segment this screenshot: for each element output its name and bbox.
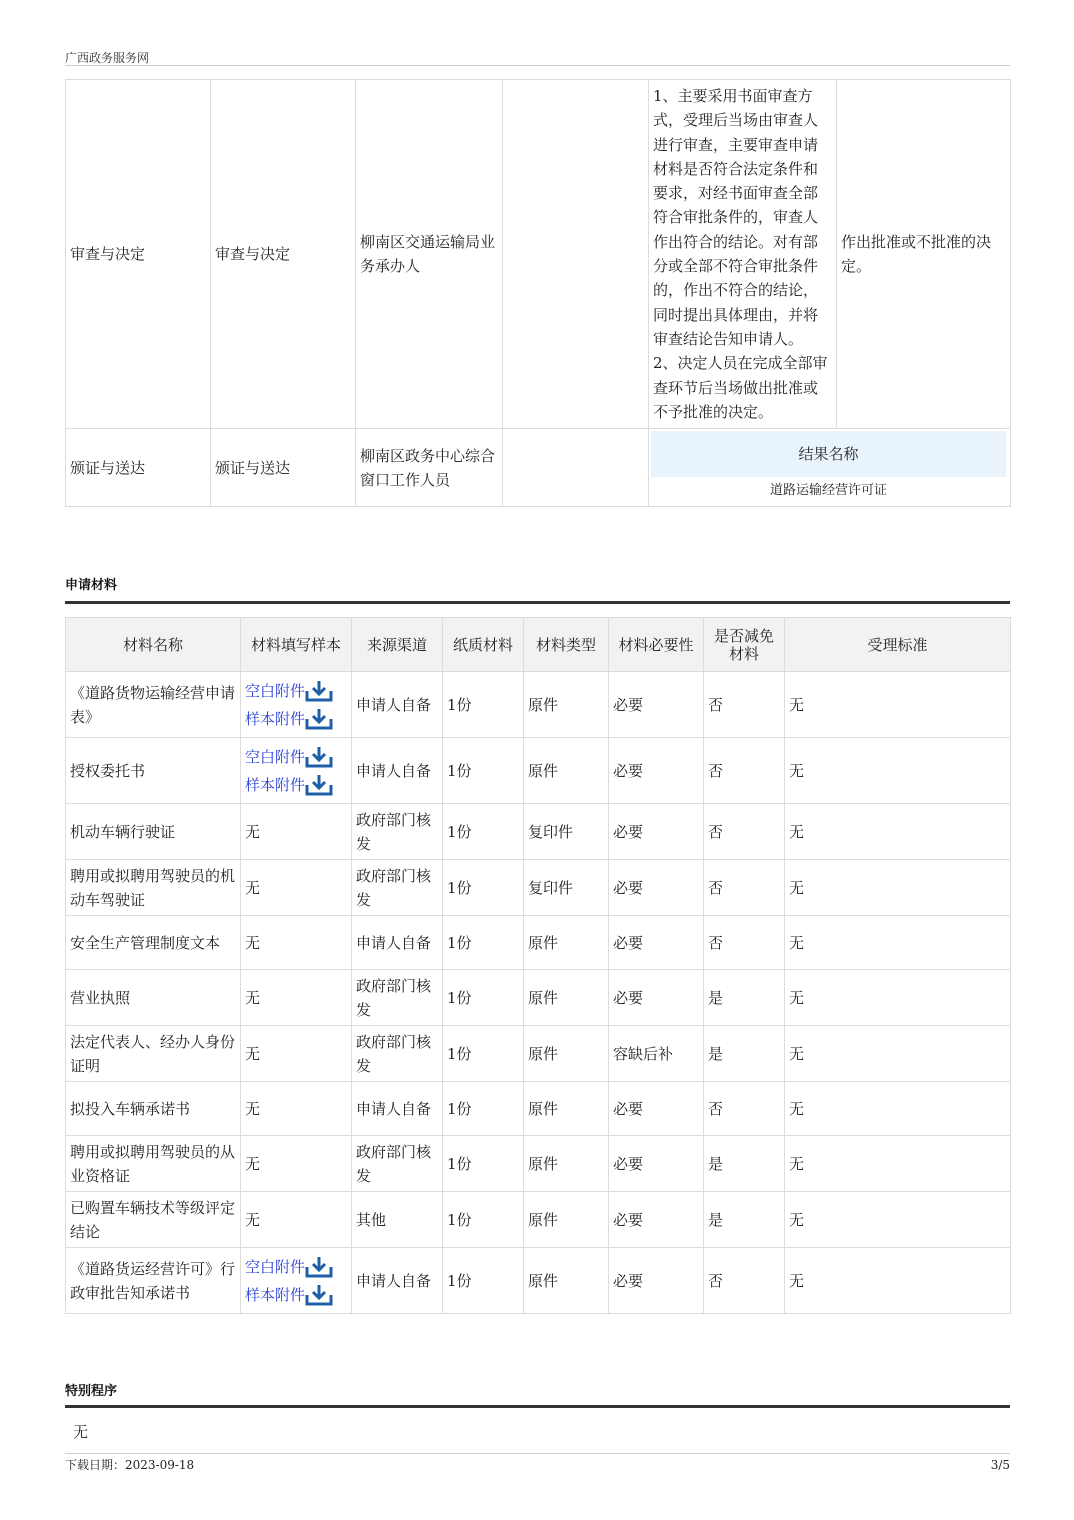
material-reducible: 是 xyxy=(704,1026,785,1082)
time-limit xyxy=(503,429,649,507)
material-source: 申请人自备 xyxy=(352,672,443,738)
material-paper: 1份 xyxy=(443,860,524,916)
blank-attachment-link[interactable]: 空白附件 xyxy=(245,743,333,771)
table-row xyxy=(66,1192,1011,1248)
material-name: 聘用或拟聘用驾驶员的机动车驾驶证 xyxy=(66,860,241,916)
material-sample: 无 xyxy=(241,1026,352,1082)
material-name: 营业执照 xyxy=(66,970,241,1026)
material-sample xyxy=(241,1248,352,1314)
download-icon xyxy=(305,746,333,768)
material-source: 政府部门核发 xyxy=(352,1136,443,1192)
material-reducible: 否 xyxy=(704,916,785,970)
blank-attachment-link[interactable]: 空白附件 xyxy=(245,1253,333,1281)
materials-table xyxy=(65,617,1011,1314)
material-type: 原件 xyxy=(524,1082,609,1136)
material-paper: 1份 xyxy=(443,1082,524,1136)
handler: 柳南区交通运输局业务承办人 xyxy=(356,80,503,429)
material-necessity: 必要 xyxy=(609,916,704,970)
review-description xyxy=(649,80,837,429)
material-type: 原件 xyxy=(524,916,609,970)
materials-divider xyxy=(65,601,1010,604)
material-standard: 无 xyxy=(785,1192,1011,1248)
material-sample: 无 xyxy=(241,1082,352,1136)
substep-name: 审查与决定 xyxy=(211,80,356,429)
material-paper: 1份 xyxy=(443,1136,524,1192)
material-reducible: 否 xyxy=(704,738,785,804)
table-row xyxy=(66,738,1011,804)
page-footer xyxy=(65,1453,1010,1473)
material-sample: 无 xyxy=(241,860,352,916)
material-reducible: 是 xyxy=(704,1136,785,1192)
download-icon xyxy=(305,1256,333,1278)
col-header: 来源渠道 xyxy=(352,618,443,672)
col-header: 受理标准 xyxy=(785,618,1011,672)
material-source: 其他 xyxy=(352,1192,443,1248)
review-description-text: 1、主要采用书面审查方式，受理后当场由审查人进行审查，主要审查申请材料是否符合法定条件和要求，对经书面审查全部符合审批条件的，审查人作出符合的结论。对有部分或全部不符合审批条件的，作出不符合的结论，同时提出具体理由，并将审查结论告知申请人。 2、决定人员在完成全部审查环节后当场做出批准或不予批准的决定。 xyxy=(653,87,828,421)
material-sample: 无 xyxy=(241,1192,352,1248)
material-standard: 无 xyxy=(785,738,1011,804)
sample-attachment-link[interactable]: 样本附件 xyxy=(245,771,333,799)
material-sample: 无 xyxy=(241,970,352,1026)
download-date: 下载日期：2023-09-18 xyxy=(65,1458,195,1472)
col-header: 材料填写样本 xyxy=(241,618,352,672)
col-header: 是否减免材料 xyxy=(704,618,785,672)
material-standard: 无 xyxy=(785,916,1011,970)
material-paper: 1份 xyxy=(443,1192,524,1248)
material-necessity: 必要 xyxy=(609,1192,704,1248)
material-type: 复印件 xyxy=(524,860,609,916)
material-necessity: 容缺后补 xyxy=(609,1026,704,1082)
material-reducible: 否 xyxy=(704,672,785,738)
material-standard: 无 xyxy=(785,1248,1011,1314)
material-reducible: 否 xyxy=(704,1082,785,1136)
material-standard: 无 xyxy=(785,672,1011,738)
table-row xyxy=(66,860,1011,916)
material-type: 原件 xyxy=(524,970,609,1026)
material-type: 原件 xyxy=(524,1136,609,1192)
table-row xyxy=(66,1026,1011,1082)
material-name: 法定代表人、经办人身份证明 xyxy=(66,1026,241,1082)
col-header: 材料必要性 xyxy=(609,618,704,672)
material-sample xyxy=(241,672,352,738)
handler: 柳南区政务中心综合窗口工作人员 xyxy=(356,429,503,507)
material-type: 原件 xyxy=(524,738,609,804)
material-name: 聘用或拟聘用驾驶员的从业资格证 xyxy=(66,1136,241,1192)
download-icon xyxy=(305,774,333,796)
material-standard: 无 xyxy=(785,1082,1011,1136)
special-title: 特别程序 xyxy=(65,1384,118,1399)
download-icon xyxy=(305,680,333,702)
sample-attachment-link[interactable]: 样本附件 xyxy=(245,1281,333,1309)
material-source: 政府部门核发 xyxy=(352,970,443,1026)
table-row xyxy=(66,429,1011,507)
table-row xyxy=(66,1082,1011,1136)
material-reducible: 否 xyxy=(704,804,785,860)
material-type: 原件 xyxy=(524,672,609,738)
material-necessity: 必要 xyxy=(609,860,704,916)
result-cell xyxy=(649,429,1011,507)
materials-header-row xyxy=(66,618,1011,672)
material-standard: 无 xyxy=(785,1026,1011,1082)
material-type: 复印件 xyxy=(524,804,609,860)
material-name: 机动车辆行驶证 xyxy=(66,804,241,860)
material-source: 申请人自备 xyxy=(352,738,443,804)
material-name: 授权委托书 xyxy=(66,738,241,804)
table-row xyxy=(66,1248,1011,1314)
material-necessity: 必要 xyxy=(609,1082,704,1136)
result-value: 道路运输经营许可证 xyxy=(769,483,887,498)
material-necessity: 必要 xyxy=(609,804,704,860)
table-row xyxy=(66,672,1011,738)
material-necessity: 必要 xyxy=(609,1136,704,1192)
material-source: 政府部门核发 xyxy=(352,804,443,860)
download-icon xyxy=(305,1284,333,1306)
material-paper: 1份 xyxy=(443,970,524,1026)
material-paper: 1份 xyxy=(443,1026,524,1082)
material-necessity: 必要 xyxy=(609,1248,704,1314)
material-source: 申请人自备 xyxy=(352,1082,443,1136)
materials-title: 申请材料 xyxy=(65,578,118,593)
material-type: 原件 xyxy=(524,1248,609,1314)
step-name: 审查与决定 xyxy=(66,80,211,429)
material-paper: 1份 xyxy=(443,672,524,738)
page-number: 3/5 xyxy=(990,1458,1010,1472)
material-reducible: 否 xyxy=(704,1248,785,1314)
step-name: 颁证与送达 xyxy=(66,429,211,507)
material-necessity: 必要 xyxy=(609,672,704,738)
material-name: 已购置车辆技术等级评定结论 xyxy=(66,1192,241,1248)
material-type: 原件 xyxy=(524,1192,609,1248)
special-divider xyxy=(65,1405,1010,1408)
material-standard: 无 xyxy=(785,1136,1011,1192)
material-standard: 无 xyxy=(785,804,1011,860)
material-reducible: 是 xyxy=(704,970,785,1026)
col-header: 材料名称 xyxy=(66,618,241,672)
table-row xyxy=(66,80,1011,429)
material-source: 申请人自备 xyxy=(352,916,443,970)
download-icon xyxy=(305,708,333,730)
material-paper: 1份 xyxy=(443,804,524,860)
material-reducible: 是 xyxy=(704,1192,785,1248)
material-source: 政府部门核发 xyxy=(352,860,443,916)
col-header: 材料类型 xyxy=(524,618,609,672)
time-limit xyxy=(503,80,649,429)
material-paper: 1份 xyxy=(443,916,524,970)
table-row xyxy=(66,970,1011,1026)
review-result: 作出批准或不批准的决定。 xyxy=(837,80,1011,429)
material-sample: 无 xyxy=(241,804,352,860)
material-paper: 1份 xyxy=(443,738,524,804)
material-sample xyxy=(241,738,352,804)
material-source: 政府部门核发 xyxy=(352,1026,443,1082)
col-header: 纸质材料 xyxy=(443,618,524,672)
sample-attachment-link[interactable]: 样本附件 xyxy=(245,705,333,733)
result-header: 结果名称 xyxy=(651,431,1006,477)
material-standard: 无 xyxy=(785,970,1011,1026)
blank-attachment-link[interactable]: 空白附件 xyxy=(245,677,333,705)
material-standard: 无 xyxy=(785,860,1011,916)
site-name: 广西政务服务网 xyxy=(65,51,150,65)
table-row xyxy=(66,916,1011,970)
material-name: 《道路货运经营许可》行政审批告知承诺书 xyxy=(66,1248,241,1314)
material-name: 拟投入车辆承诺书 xyxy=(66,1082,241,1136)
material-name: 《道路货物运输经营申请表》 xyxy=(66,672,241,738)
material-necessity: 必要 xyxy=(609,738,704,804)
material-source: 申请人自备 xyxy=(352,1248,443,1314)
material-paper: 1份 xyxy=(443,1248,524,1314)
substep-name: 颁证与送达 xyxy=(211,429,356,507)
material-name: 安全生产管理制度文本 xyxy=(66,916,241,970)
material-sample: 无 xyxy=(241,916,352,970)
table-row xyxy=(66,804,1011,860)
process-table xyxy=(65,79,1011,507)
page-header xyxy=(65,48,1010,66)
special-content: 无 xyxy=(73,1423,89,1441)
material-necessity: 必要 xyxy=(609,970,704,1026)
material-type: 原件 xyxy=(524,1026,609,1082)
table-row xyxy=(66,1136,1011,1192)
material-reducible: 否 xyxy=(704,860,785,916)
material-sample: 无 xyxy=(241,1136,352,1192)
